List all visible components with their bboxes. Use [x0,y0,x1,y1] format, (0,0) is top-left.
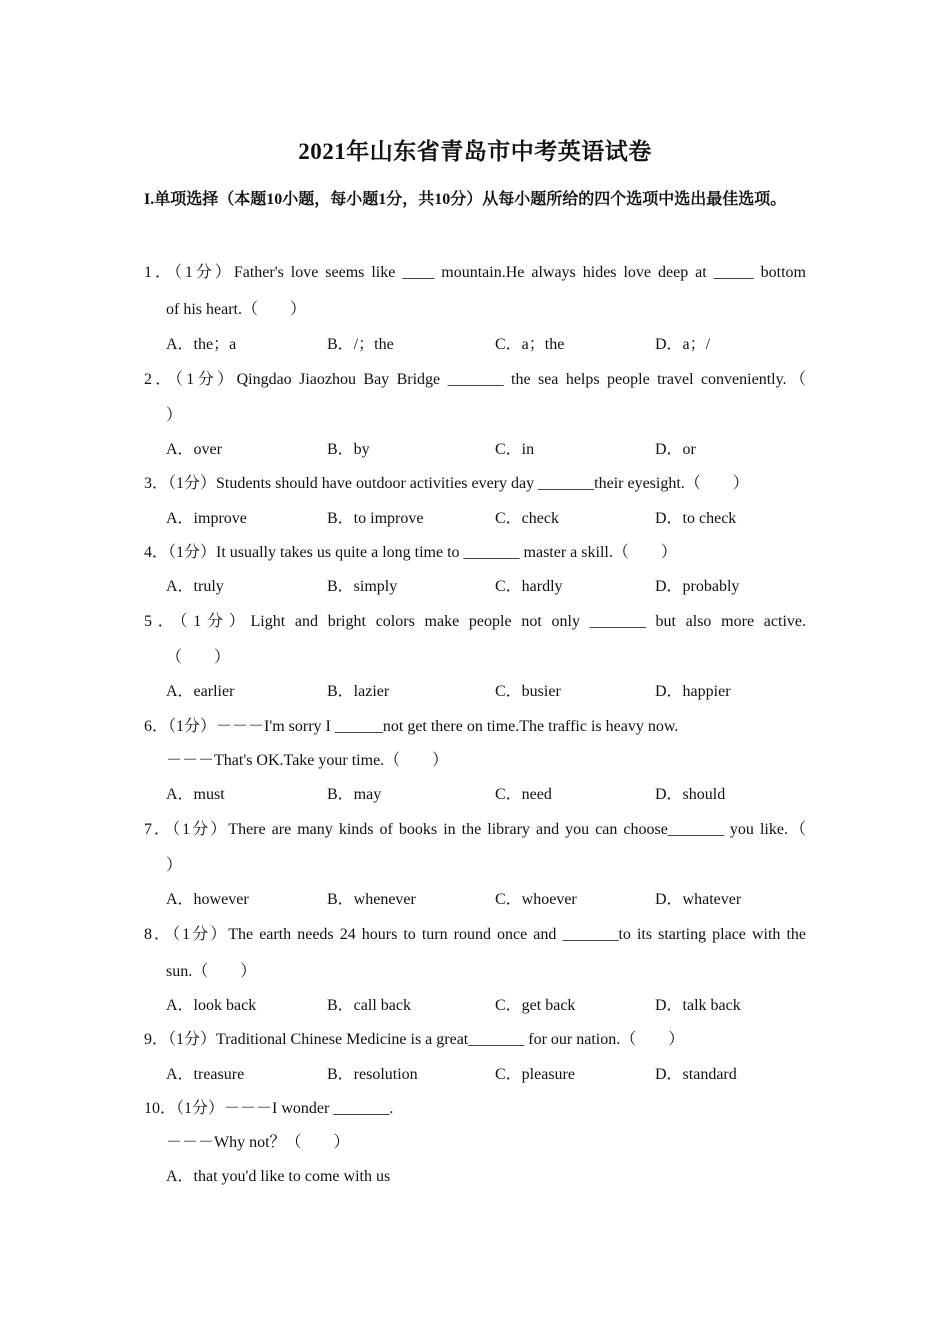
page-title: 2021年山东省青岛市中考英语试卷 [298,139,652,164]
option-a: A．over [166,441,222,458]
question-6-options [166,781,806,803]
option-c: C．busier [495,683,561,700]
question-10-options [166,1163,806,1185]
question-5-line2: （ ） [166,649,231,666]
question-1-line2: of his heart.（ ） [166,301,306,318]
question-6-line1: 6．（1分）－－－I'm sorry I ______not get there on time.The traffic is heavy now. [144,718,679,735]
option-a: A．look back [166,997,257,1014]
question-8-line1: 8．（1分）The earth needs 24 hours to turn round once and _______to its starting place with the [144,926,806,943]
question-2-options [166,436,806,458]
question-6-line2: －－－That's OK.Take your time.（ ） [166,752,449,769]
option-d: D．talk back [655,997,741,1014]
option-b: B．by [327,441,370,458]
question-1-line1: 1．（1分）Father's love seems like ____ mountain.He always hides love deep at _____ bottom [144,264,806,281]
option-d: D．whatever [655,891,742,908]
question-2-line1: 2．（1分）Qingdao Jiaozhou Bay Bridge _______ the sea helps people travel conveniently.（ [144,371,806,388]
option-b: B．whenever [327,891,416,908]
option-a: A．however [166,891,249,908]
option-a: A．earlier [166,683,235,700]
question-4-options [166,573,806,595]
option-c: C．need [495,786,552,803]
question-9-line1: 9．（1分）Traditional Chinese Medicine is a great_______ for our nation.（ ） [144,1031,685,1048]
option-d: D．happier [655,683,731,700]
option-a: A．must [166,786,225,803]
option-a: A．improve [166,510,247,527]
question-10-line1: 10．（1分）－－－I wonder _______. [144,1100,394,1117]
option-c: C．a；the [495,336,565,353]
option-b: B．to improve [327,510,424,527]
question-7-options [166,886,806,908]
option-c: C．whoever [495,891,577,908]
option-b: B．lazier [327,683,390,700]
question-7-line2: ） [166,857,183,874]
option-a: A．treasure [166,1066,245,1083]
question-10-line2: －－－Why not？（ ） [166,1134,350,1151]
option-a: A．that you'd like to come with us [166,1168,391,1185]
option-d: D．should [655,786,726,803]
option-b: B．resolution [327,1066,418,1083]
option-d: D．to check [655,510,737,527]
question-5-options [166,678,806,700]
question-4-line1: 4．（1分）It usually takes us quite a long time to _______ master a skill.（ ） [144,544,677,561]
question-7-line1: 7．（1分）There are many kinds of books in the library and you can choose_______ you like.（ [144,821,806,838]
option-c: C．get back [495,997,576,1014]
option-c: C．pleasure [495,1066,575,1083]
option-c: C．hardly [495,578,563,595]
option-b: B．may [327,786,382,803]
option-a: A．the；a [166,336,237,353]
option-c: C．check [495,510,559,527]
question-3-options [166,505,806,527]
question-8-line2: sun.（ ） [166,963,257,980]
question-5-line1: 5．（1分）Light and bright colors make people not only _______ but also more active. [144,613,806,630]
option-d: D．probably [655,578,740,595]
question-2-line2: ） [166,407,183,424]
question-1-options [166,331,806,353]
section-heading: I.单项选择（本题10小题，每小题1分，共10分）从每小题所给的四个选项中选出最佳选项。 [144,191,787,208]
option-d: D．standard [655,1066,737,1083]
option-c: C．in [495,441,535,458]
option-b: B．/；the [327,336,394,353]
option-a: A．truly [166,578,224,595]
option-d: D．or [655,441,696,458]
option-b: B．simply [327,578,398,595]
option-d: D．a；/ [655,336,711,353]
option-b: B．call back [327,997,411,1014]
question-8-options [166,992,806,1014]
question-3-line1: 3．（1分）Students should have outdoor activities every day _______their eyesight.（ ） [144,475,749,492]
question-9-options [166,1061,806,1083]
